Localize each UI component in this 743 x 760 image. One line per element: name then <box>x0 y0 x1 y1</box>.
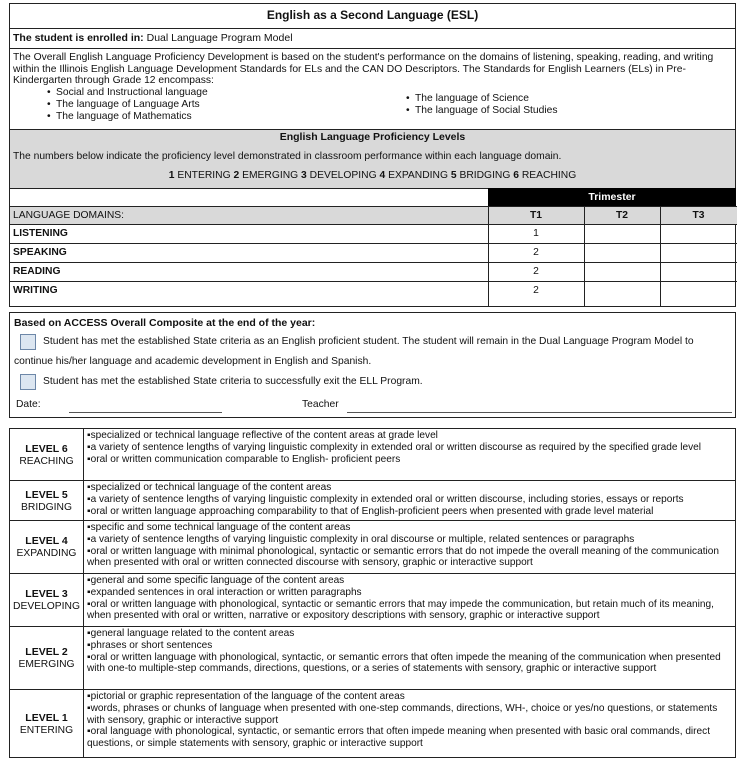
level-number: LEVEL 2 <box>25 646 68 658</box>
level-name: ENTERING <box>177 170 231 181</box>
level-name: ENTERING <box>19 724 74 736</box>
level-number: LEVEL 4 <box>25 535 68 547</box>
level-name: EXPANDING <box>388 170 448 181</box>
column-divider <box>488 206 489 307</box>
level-number: 6 <box>513 170 519 181</box>
list-item: a variety of sentence lengths of varying linguistic complexity in oral discourse or multiple, related sentences or paragraphs <box>90 533 635 545</box>
t1-value: 2 <box>533 285 539 296</box>
list-item: words, phrases or chunks of language when presented with one-step commands, directions, WH-, choice or yes/no questions, or statements with sensory, graphic or interactive support <box>87 702 718 726</box>
domain-label: SPEAKING <box>13 247 67 258</box>
domain-label: READING <box>13 266 61 277</box>
access-title: Based on ACCESS Overall Composite at the end of the year: <box>14 317 316 329</box>
exit-checkbox[interactable] <box>20 374 36 390</box>
level-label-cell <box>10 521 84 573</box>
level-description: ▪general language related to the content areas ▪phrases or short sentences ▪oral or written language with phonological, syntactic, or semantic errors that often impede the meaning of the communication when presented with one-to multiple-step commands, directions, questions, or a series of statements with sensory, graphic or interactive support <box>87 628 721 675</box>
list-item: specialized or technical language of the content areas <box>90 482 332 493</box>
table-row <box>10 481 735 521</box>
proficiency-title: English Language Proficiency Levels <box>279 131 466 143</box>
list-item: oral or written language approaching comparability to that of English-proficient peers when presented with grade level material <box>90 505 654 517</box>
level-description: ▪general and some specific language of the content areas ▪expanded sentences in oral interaction or written paragraphs ▪oral or written language with phonological, syntactic or semantic errors that may impede the communication, but retain much of its meaning, when presented with oral or written, narrative or expository descriptions with sensory, graphic or interactive support <box>87 575 714 622</box>
esl-report-section <box>9 3 736 307</box>
trimester-header: Trimester <box>488 188 736 206</box>
level-name: DEVELOPING <box>309 170 377 181</box>
column-header-t2: T2 <box>615 210 629 221</box>
t1-value: 1 <box>533 228 539 239</box>
level-label-cell <box>10 481 84 520</box>
level-number: LEVEL 3 <box>25 588 68 600</box>
level-description: ▪pictorial or graphic representation of the language of the content areas ▪words, phrases or chunks of language when presented with one-step commands, directions, WH-, choice or yes/no questions, or statements with sensory, graphic or interactive support ▪oral language with phonological, syntactic, or semantic errors that often impede meaning when presented with basic oral commands, direct questions, or simple statements with sensory, graphic or interactive support <box>87 691 718 750</box>
list-item: a variety of sentence lengths of varying linguistic complexity in extended oral or written discourse as required by the specified grade level <box>90 441 702 453</box>
proficient-option-text-cont: continue his/her language and academic development in English and Spanish. <box>14 356 372 367</box>
level-number: 5 <box>450 170 457 181</box>
column-header-t1: T1 <box>529 210 543 221</box>
level-name: EMERGING <box>18 659 75 670</box>
level-number: 1 <box>168 170 175 181</box>
domains-header-label: LANGUAGE DOMAINS: <box>13 210 124 221</box>
list-item: oral or written language with minimal phonological, syntactic or semantic errors that do not impede the overall meaning of the communication when presented with oral or written connected discourse with sensory, graphic or interactive support <box>87 545 719 569</box>
level-label-cell <box>10 627 84 689</box>
enrolled-value: Dual Language Program Model <box>146 32 293 44</box>
list-item: • The language of Science <box>415 93 558 105</box>
level-descriptions-table <box>9 428 736 758</box>
list-item: specialized or technical language reflective of the content areas at grade level <box>90 430 438 441</box>
level-label-cell <box>10 429 84 480</box>
enrollment-line <box>13 32 293 44</box>
list-item: oral language with phonological, syntactic, or semantic errors that often impede meaning when presented with basic oral commands, direct questions, or simple statements with sensory, graphic or interactive support <box>87 726 711 750</box>
level-number: 4 <box>379 170 386 181</box>
list-item: general and some specific language of the content areas <box>90 575 345 586</box>
table-row <box>10 521 735 574</box>
table-row <box>10 627 735 690</box>
level-name: BRIDGING <box>459 170 511 181</box>
domain-label: LISTENING <box>13 228 68 239</box>
list-item: specific and some technical language of the content areas <box>90 522 351 533</box>
teacher-field[interactable] <box>347 412 732 413</box>
teacher-label: Teacher <box>302 399 339 410</box>
proficiency-note: The numbers below indicate the proficiency level demonstrated in classroom performance within each language domain. <box>13 151 562 162</box>
column-divider <box>660 206 661 307</box>
list-item: oral or written language with phonological, syntactic, or semantic errors that often impede the meaning of the communication when presented with one-to multiple-step commands, directions, questions, or a series of statements with sensory, graphic or interactive support <box>87 651 721 675</box>
level-label-cell <box>10 574 84 626</box>
list-item: • The language of Language Arts <box>56 99 208 111</box>
table-row <box>10 244 737 263</box>
level-description: ▪specialized or technical language of the content areas ▪a variety of sentence lengths of varying linguistic complexity in extended oral or written discourse, including stories, essays or reports ▪oral or written language approaching comparability to that of English-proficient peers when presented with grade level material <box>87 482 684 517</box>
list-item: oral or written language with phonological, syntactic or semantic errors that may impede the communication, but retain much of its meaning, when presented with oral or written, narrative or expository descriptions with sensory, graphic or interactive support <box>87 598 714 622</box>
column-divider <box>584 206 585 307</box>
exit-option-text: Student has met the established State criteria to successfully exit the ELL Program. <box>43 376 423 387</box>
list-item: • The language of Mathematics <box>56 111 208 123</box>
access-composite-section <box>9 312 736 418</box>
level-description: ▪specialized or technical language reflective of the content areas at grade level ▪a variety of sentence lengths of varying linguistic complexity in extended oral or written discourse as required by the specified grade level ▪oral or written communication comparable to English- proficient peers <box>87 430 702 465</box>
proficiency-scale <box>10 170 735 181</box>
level-number: LEVEL 1 <box>25 711 68 724</box>
divider <box>10 28 735 29</box>
table-row <box>10 429 735 481</box>
page-title: English as a Second Language (ESL) <box>266 8 479 22</box>
list-item: pictorial or graphic representation of the language of the content areas <box>90 691 405 702</box>
domain-label: WRITING <box>13 285 58 296</box>
level-name: EMERGING <box>242 170 299 181</box>
table-row <box>10 263 737 282</box>
t1-value: 2 <box>533 247 539 258</box>
level-name: EXPANDING <box>16 548 77 559</box>
date-field[interactable] <box>69 412 222 413</box>
table-row <box>10 690 735 757</box>
divider <box>10 129 735 130</box>
proficient-option-text: Student has met the established State criteria as an English proficient student. The student will remain in the Dual Language Program Model to <box>43 336 694 347</box>
level-label-cell <box>10 690 84 757</box>
intro-paragraph: The Overall English Language Proficiency Development is based on the student's performance on the domains of listening, speaking, reading, and writing within the Illinois English Language Development Standards for ELs and the CAN DO Descriptors. The Standards for English Learners (ELs) in Pre-Kindergarten through Grade 12 encompass: <box>13 52 714 86</box>
list-item: phrases or short sentences <box>90 639 213 651</box>
list-item: a variety of sentence lengths of varying linguistic complexity in extended oral or written discourse, including stories, essays or reports <box>90 493 684 505</box>
list-item: oral or written communication comparable to English- proficient peers <box>90 453 401 465</box>
standards-list-right <box>415 93 558 117</box>
table-row <box>10 225 737 244</box>
level-number: 2 <box>233 170 240 181</box>
table-row <box>10 282 737 301</box>
level-number: 3 <box>301 170 307 181</box>
enrolled-label: The student is enrolled in: <box>13 32 144 44</box>
level-name: REACHING <box>19 455 74 467</box>
list-item: • Social and Instructional language <box>56 87 208 99</box>
level-name: DEVELOPING <box>13 601 80 612</box>
level-description: ▪specific and some technical language of the content areas ▪a variety of sentence lengths of varying linguistic complexity in oral discourse or multiple, related sentences or paragraphs ▪oral or written language with minimal phonological, syntactic or semantic errors that do not impede the overall meaning of the communication when presented with oral or written connected discourse with sensory, graphic or interactive support <box>87 522 719 569</box>
level-name: BRIDGING <box>21 501 72 513</box>
list-item: expanded sentences in oral interaction or written paragraphs <box>90 586 362 598</box>
column-header-t3: T3 <box>692 210 705 221</box>
proficiency-levels-panel <box>10 129 735 188</box>
level-number: LEVEL 5 <box>25 488 68 501</box>
level-number: LEVEL 6 <box>25 442 68 455</box>
t1-value: 2 <box>533 266 539 277</box>
level-name: REACHING <box>521 170 577 181</box>
standards-list-left <box>56 87 208 123</box>
domain-header-row <box>10 206 737 225</box>
date-label: Date: <box>16 399 41 410</box>
table-row <box>10 574 735 627</box>
divider <box>10 48 735 49</box>
list-item: general language related to the content areas <box>90 628 295 639</box>
proficient-checkbox[interactable] <box>20 334 36 350</box>
list-item: • The language of Social Studies <box>415 105 558 117</box>
